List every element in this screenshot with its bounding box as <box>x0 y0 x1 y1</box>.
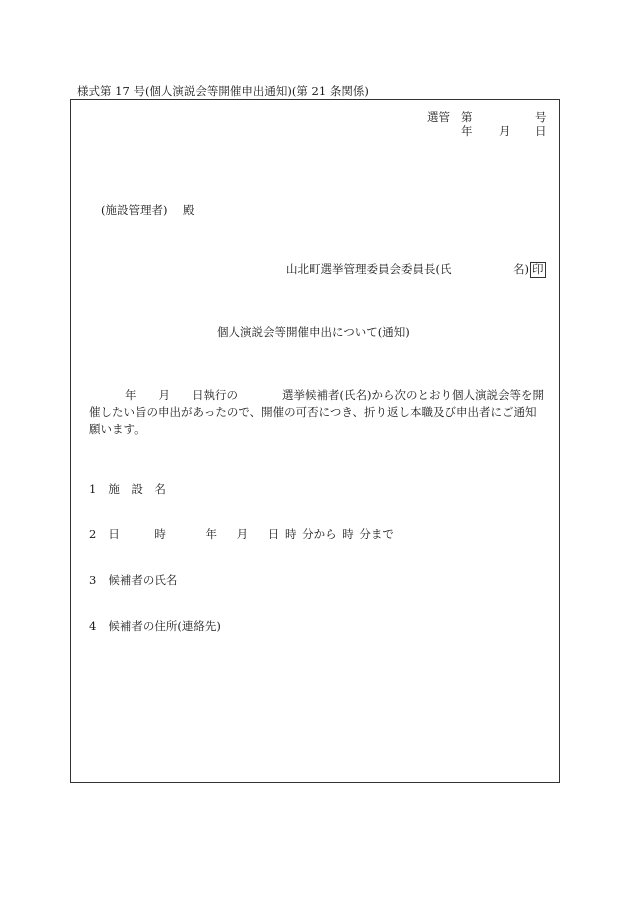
item-label: 候補者の氏名 <box>108 573 178 587</box>
header-month: 月 <box>499 124 511 138</box>
date-hour-start: 時 <box>284 527 297 541</box>
item-number: 2 <box>89 527 97 541</box>
header-day: 日 <box>535 124 547 138</box>
form-caption: 様式第 17 号(個人演説会等開催申出通知)(第 21 条関係) <box>77 84 369 98</box>
item-label: 日 時 <box>108 527 166 541</box>
header-year: 年 <box>461 124 473 138</box>
date-minute-start: 分から <box>302 527 337 541</box>
item-number: 4 <box>89 619 97 633</box>
sender-title: 山北町選挙管理委員会委員長(氏 <box>286 262 452 276</box>
sender-signature <box>513 262 546 278</box>
form-frame <box>70 99 560 783</box>
date-hour-end: 時 <box>342 527 354 541</box>
header-no-suffix: 号 <box>535 110 547 124</box>
date-month: 月 <box>236 527 249 541</box>
date-minute-end: 分まで <box>359 527 394 541</box>
body-day-exec: 日執行の <box>192 388 238 402</box>
body-paragraph <box>89 387 547 438</box>
seal-mark: 印 <box>532 262 544 276</box>
addressee-name: (施設管理者) <box>101 203 168 217</box>
item-label: 施 設 名 <box>108 482 166 496</box>
addressee-honorific: 殿 <box>183 203 195 217</box>
date-year: 年 <box>205 527 217 541</box>
item-facility <box>89 481 166 497</box>
item-candidate-name <box>89 572 177 588</box>
subject-title: 個人演説会等開催申出について(通知) <box>217 325 410 339</box>
header-no-prefix: 第 <box>461 110 473 124</box>
body-month: 月 <box>158 388 170 402</box>
body-text: 選挙候補者(氏名)から次のとおり個人演説会等を開催したい旨の申出があったので、開催の可否につき、折り返し本職及び申出者にご通知願います。 <box>89 388 544 436</box>
item-datetime <box>89 526 394 542</box>
item-number: 1 <box>89 482 97 496</box>
item-label: 候補者の住所(連絡先) <box>108 619 221 633</box>
item-number: 3 <box>89 573 97 587</box>
sender-name-end: 名) <box>513 262 529 276</box>
body-year: 年 <box>125 388 137 402</box>
header-dept: 選管 <box>427 110 450 124</box>
date-day: 日 <box>267 527 280 541</box>
item-candidate-address <box>89 618 221 634</box>
